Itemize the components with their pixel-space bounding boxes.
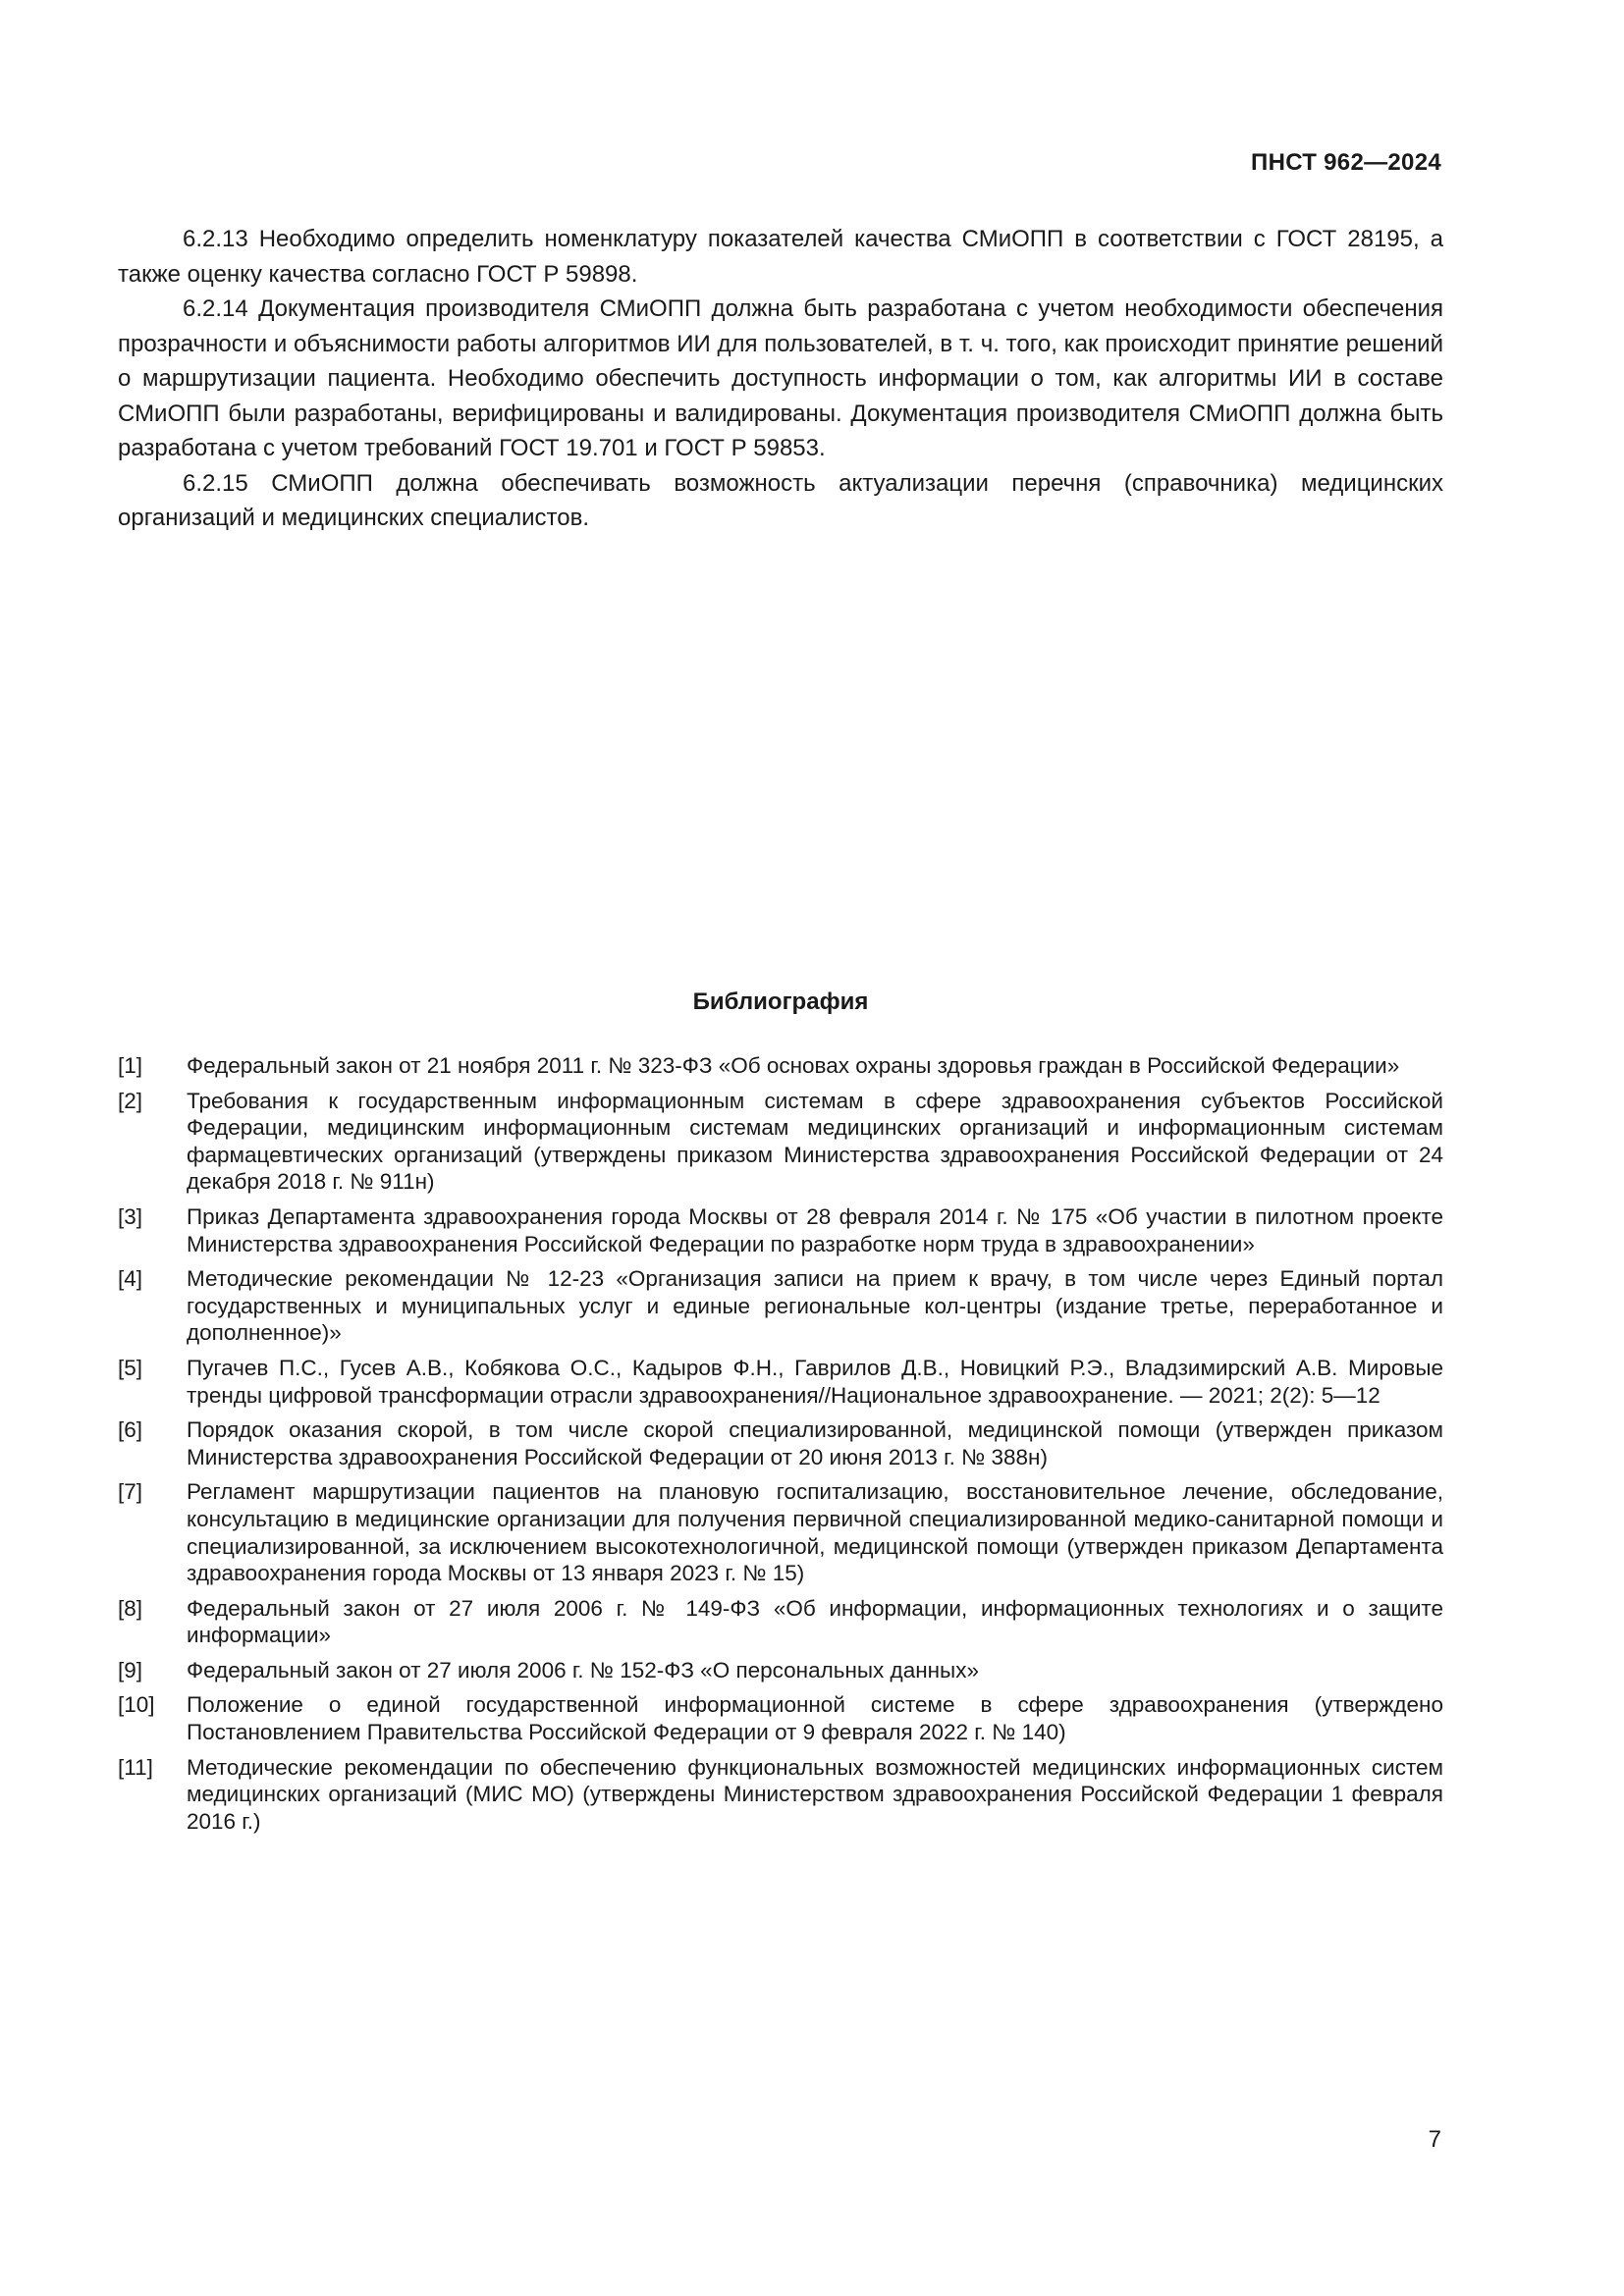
reference-number: [4] <box>118 1266 143 1292</box>
page-number: 7 <box>1428 2126 1441 2153</box>
bibliography-item <box>118 1203 1443 1257</box>
reference-number: [9] <box>118 1657 143 1682</box>
reference-text: Пугачев П.С., Гусев А.В., Кобякова О.С., Кадыров Ф.Н., Гаврилов Д.В., Новицкий Р.Э., Владзимирский А.В. Мировые тренды цифровой трансформации отрасли здравоохранения//Национальное здравоохранение. — 2021; 2(2): 5—12 <box>187 1355 1443 1408</box>
reference-number: [2] <box>118 1088 143 1113</box>
bibliography-item <box>118 1355 1443 1409</box>
bibliography-list <box>118 1052 1443 1842</box>
reference-text: Положение о единой государственной информационной системе в сфере здравоохранения (утверждено Постановлением Правительства Российской Федерации от 9 февраля 2022 г. № 140) <box>187 1692 1443 1745</box>
reference-number: [1] <box>118 1053 143 1078</box>
reference-number: [5] <box>118 1355 143 1380</box>
bibliography-item <box>118 1754 1443 1836</box>
paragraph-6-2-15: 6.2.15 СМиОПП должна обеспечивать возможность актуализации перечня (справочника) медицинских организаций и медицинских специалистов. <box>118 469 1443 531</box>
reference-text: Федеральный закон от 21 ноября 2011 г. № 323-ФЗ «Об основах охраны здоровья граждан в Российской Федерации» <box>187 1053 1400 1078</box>
bibliography-item <box>118 1478 1443 1586</box>
bibliography-item <box>118 1416 1443 1470</box>
bibliography-item <box>118 1595 1443 1649</box>
reference-text: Методические рекомендации по обеспечению функциональных возможностей медицинских информационных систем медицинских организаций (МИС МО) (утверждены Министерством здравоохранения Российской Федерации 1 февраля 2016 г.) <box>187 1754 1443 1834</box>
reference-text: Методические рекомендации № 12-23 «Организация записи на прием к врачу, в том числе через Единый портал государственных и муниципальных услуг и единые региональные кол-центры (издание третье, переработанное и дополненное)» <box>187 1266 1443 1346</box>
reference-text: Федеральный закон от 27 июля 2006 г. № 152-ФЗ «О персональных данных» <box>187 1657 979 1682</box>
reference-number: [3] <box>118 1203 143 1229</box>
reference-number: [6] <box>118 1417 143 1443</box>
paragraph-6-2-13: 6.2.13 Необходимо определить номенклатуру показателей качества СМиОПП в соответствии с ГОСТ 28195, а также оценку качества согласно ГОСТ Р 59898. <box>118 226 1443 288</box>
section-body <box>118 222 1443 536</box>
bibliography-item <box>118 1657 1443 1684</box>
bibliography-title: Библиография <box>692 988 869 1015</box>
bibliography-item <box>118 1052 1443 1080</box>
reference-text: Регламент маршрутизации пациентов на плановую госпитализацию, восстановительное лечение, обследование, консультацию в медицинские организации для получения первичной специализированной медико-санитарной помощи и специализированной, за исключением высокотехнологичной, медицинской помощи (утвержден приказом Департамента здравоохранения города Москвы от 13 января 2023 г. № 15) <box>187 1479 1443 1586</box>
reference-number: [11] <box>118 1754 153 1780</box>
reference-text: Требования к государственным информационным системам в сфере здравоохранения субъектов Российской Федерации, медицинским информационным системам медицинских организаций и информационным системам фармацевтических организаций (утверждены приказом Министерства здравоохранения Российской Федерации от 24 декабря 2018 г. № 911н) <box>187 1088 1443 1195</box>
bibliography-item <box>118 1088 1443 1196</box>
bibliography-item <box>118 1691 1443 1745</box>
reference-number: [8] <box>118 1595 143 1621</box>
reference-text: Федеральный закон от 27 июля 2006 г. № 149-ФЗ «Об информации, информационных технологиях и о защите информации» <box>187 1595 1443 1648</box>
reference-number: [10] <box>118 1692 155 1718</box>
reference-text: Порядок оказания скорой, в том числе скорой специализированной, медицинской помощи (утвержден приказом Министерства здравоохранения Российской Федерации от 20 июня 2013 г. № 388н) <box>187 1417 1443 1469</box>
bibliography-item <box>118 1265 1443 1347</box>
reference-text: Приказ Департамента здравоохранения города Москвы от 28 февраля 2014 г. № 175 «Об участии в пилотном проекте Министерства здравоохранения Российской Федерации по разработке норм труда в здравоохранении» <box>187 1203 1443 1256</box>
reference-number: [7] <box>118 1479 143 1505</box>
document-code: ПНСТ 962—2024 <box>1251 149 1441 176</box>
paragraph-6-2-14: 6.2.14 Документация производителя СМиОПП должна быть разработана с учетом необходимости обеспечения прозрачности и объяснимости работы алгоритмов ИИ для пользователей, в т. ч. того, как происходит принятие решений о маршрутизации пациента. Необходимо обеспечить доступность информации о том, как алгоритмы ИИ в составе СМиОПП были разработаны, верифицированы и валидированы. Документация производителя СМиОПП должна быть разработана с учетом требований ГОСТ 19.701 и ГОСТ Р 59853. <box>118 295 1443 461</box>
